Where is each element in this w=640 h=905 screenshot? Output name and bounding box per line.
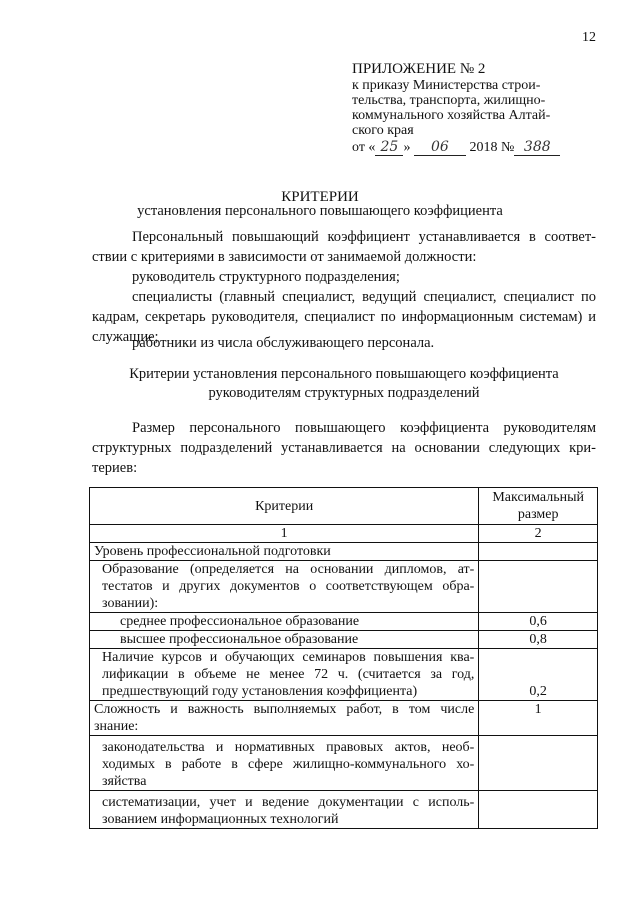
table-row: [90, 631, 598, 649]
appendix-block: [352, 62, 602, 156]
handwritten-month: 06: [414, 140, 466, 156]
criterion-cell: Уровень профессиональной подготовки: [90, 543, 479, 561]
value-cell: [479, 561, 598, 613]
position-item: специалисты (главный специалист, ведущий специалист, специалист по кадрам, секретарь руководителя, специалист по информационным системам) и служащие;: [92, 289, 596, 345]
criteria-table: [89, 487, 598, 829]
criterion-cell: систематизации, учет и ведение документации с исполь-зованием информационных технологий: [90, 791, 479, 829]
date-mid: »: [403, 140, 411, 155]
handwritten-order-number: 388: [514, 140, 560, 156]
criterion-cell: среднее профессиональное образование: [90, 613, 479, 631]
value-cell: [479, 736, 598, 791]
value-cell: 0,8: [479, 631, 598, 649]
year-and-number-label: 2018 №: [469, 140, 515, 155]
table-row: [90, 701, 598, 736]
table-row: [90, 543, 598, 561]
criterion-cell: Сложность и важность выполняемых работ, в том числе знание:: [90, 701, 479, 736]
table-row: [90, 736, 598, 791]
appendix-line: к приказу Министерства строи-: [352, 78, 541, 93]
value-cell: 0,6: [479, 613, 598, 631]
appendix-line: ского края: [352, 123, 414, 138]
criterion-cell: законодательства и нормативных правовых актов, необ-ходимых в работе в сфере жилищно-коммунального хо-зяйства: [90, 736, 479, 791]
section-title: [92, 365, 596, 403]
value-cell: 0,2: [479, 649, 598, 701]
position-item: руководитель структурного подразделения;: [132, 269, 400, 285]
order-date-line: [352, 140, 602, 156]
position-item: работники из числа обслуживающего персонала.: [132, 335, 435, 351]
table-row: [90, 791, 598, 829]
table-header-row: [90, 488, 598, 525]
document-title: КРИТЕРИИ: [281, 189, 359, 205]
value-cell: [479, 791, 598, 829]
handwritten-day: 25: [375, 140, 403, 156]
appendix-line: коммунального хозяйства Алтай-: [352, 108, 551, 123]
intro-paragraph: Персональный повышающий коэффициент устанавливается в соответ-ствии с критериями в зависимости от занимаемой должности:: [92, 229, 596, 265]
appendix-line: тельства, транспорта, жилищно-: [352, 93, 546, 108]
section-title-line: Критерии установления персонального повышающего коэффициента: [129, 366, 559, 382]
column-header-criteria: Критерии: [90, 488, 479, 525]
page-number: 12: [582, 30, 596, 45]
table-row: [90, 649, 598, 701]
column-header-max-size: Максимальный размер: [479, 488, 598, 525]
column-number: 2: [479, 525, 598, 543]
date-prefix: от «: [352, 140, 376, 155]
appendix-title: ПРИЛОЖЕНИЕ № 2: [352, 61, 486, 77]
criterion-cell: Наличие курсов и обучающих семинаров повышения ква-лификации в объеме не менее 72 ч. (считается за год, предшествующий году установления коэффициента): [90, 649, 479, 701]
value-cell: 1: [479, 701, 598, 736]
table-row: [90, 561, 598, 613]
section-title-line: руководителям структурных подразделений: [208, 385, 480, 401]
table-number-row: [90, 525, 598, 543]
table-row: [90, 613, 598, 631]
value-cell: [479, 543, 598, 561]
column-number: 1: [90, 525, 479, 543]
criterion-cell: высшее профессиональное образование: [90, 631, 479, 649]
criterion-cell: Образование (определяется на основании дипломов, ат-тестатов и других документов о соответствующем обра-зовании):: [90, 561, 479, 613]
document-subtitle: установления персонального повышающего коэффициента: [137, 203, 503, 219]
section-paragraph: Размер персонального повышающего коэффициента руководителям структурных подразделений устанавливается на основании следующих кри-териев:: [92, 420, 596, 476]
